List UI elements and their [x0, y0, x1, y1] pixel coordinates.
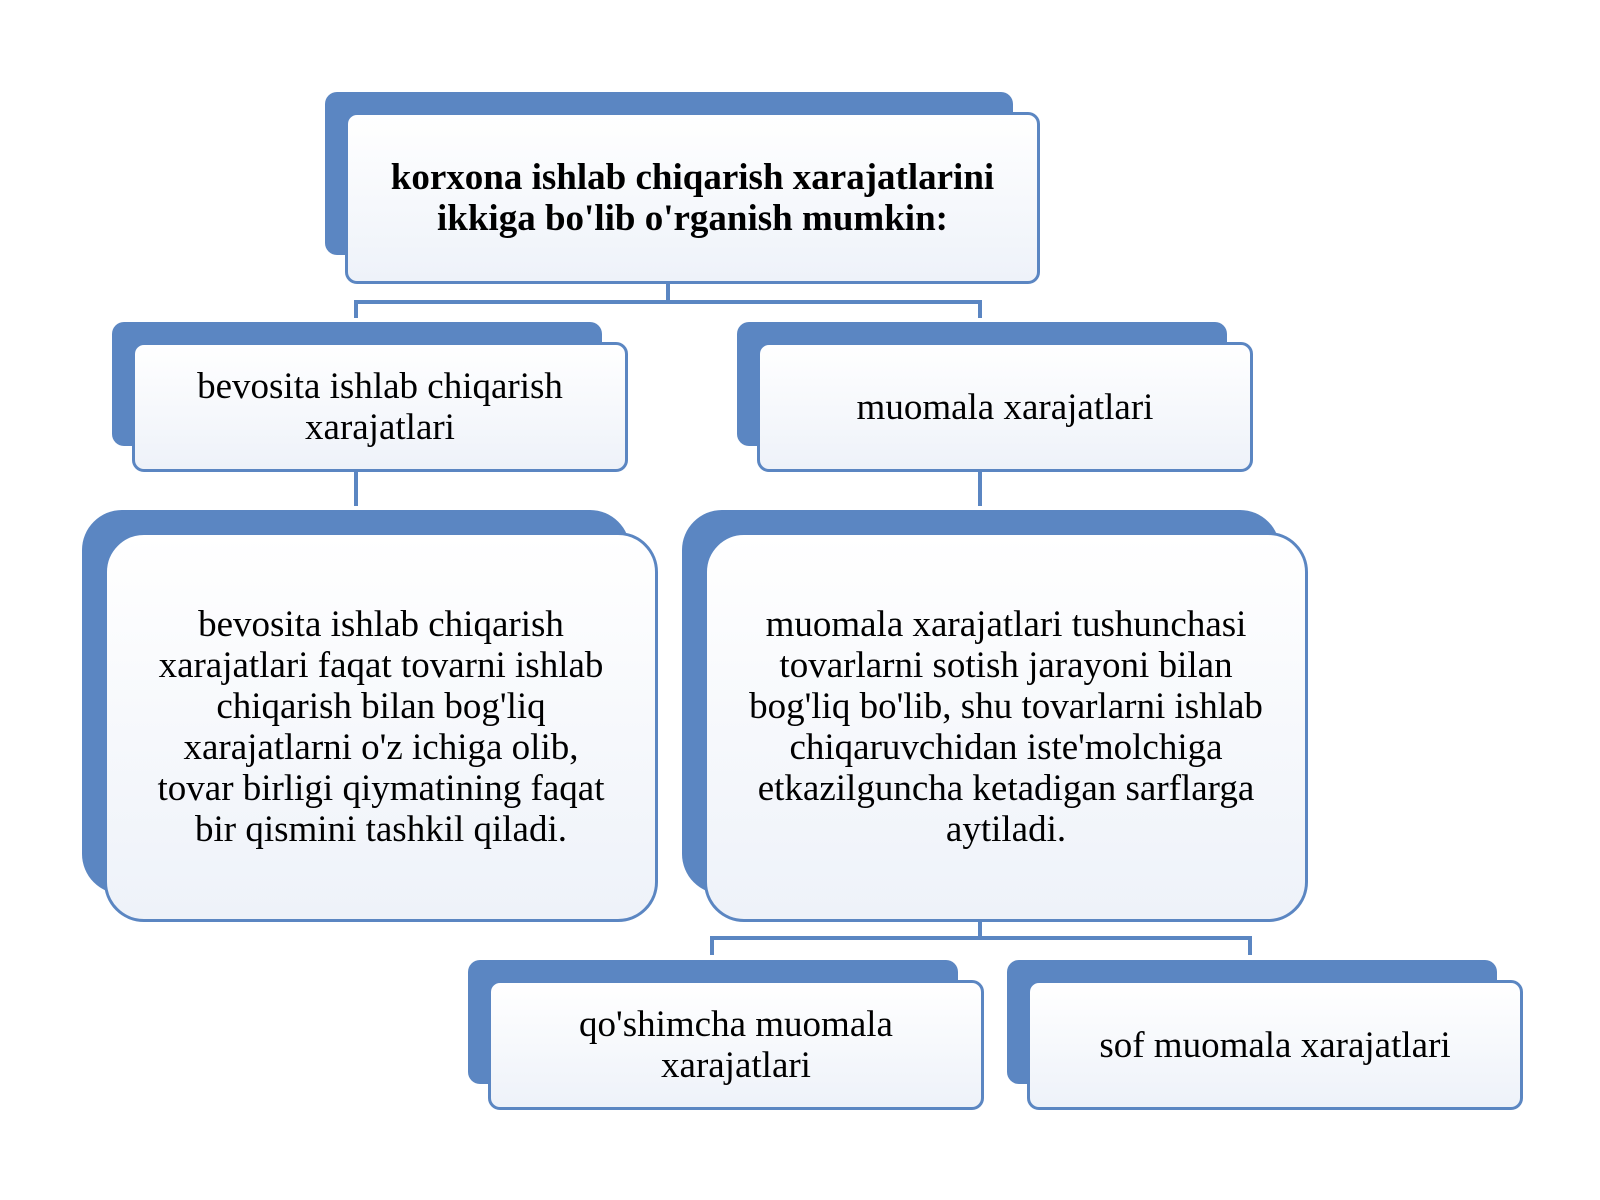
node-root-text: korxona ishlab chiqarish xarajatlarini ikkiga bo'lib o'rganish mumkin:: [390, 157, 995, 239]
node-circulation-costs-text: muomala xarajatlari: [856, 386, 1154, 428]
node-additional-circulation-costs-text: qo'shimcha muomala xarajatlari: [579, 1004, 893, 1086]
node-direct-costs-description: [82, 510, 658, 922]
node-circulation-costs-description: [682, 510, 1308, 922]
node-circulation-costs-box: [757, 342, 1253, 472]
node-net-circulation-costs: [1007, 960, 1523, 1110]
node-direct-costs-text: bevosita ishlab chiqarish xarajatlari: [197, 366, 563, 448]
node-net-circulation-costs-text: sof muomala xarajatlari: [1099, 1024, 1451, 1066]
connector-branch-mid: [356, 302, 980, 318]
node-net-circulation-costs-box: [1027, 980, 1523, 1110]
node-root: [325, 92, 1040, 284]
node-direct-costs-box: [132, 342, 628, 472]
node-additional-circulation-costs: [468, 960, 984, 1110]
node-additional-circulation-costs-box: [488, 980, 984, 1110]
node-direct-costs-description-text: bevosita ishlab chiqarish xarajatlari faqat tovarni ishlab chiqarish bilan bog'liq xarajatlarni o'z ichiga olib, tovar birligi qiymatining faqat bir qismini tashkil qiladi.: [157, 604, 605, 850]
node-direct-costs: [112, 322, 628, 472]
node-circulation-costs-description-text: muomala xarajatlari tushunchasi tovarlarni sotish jarayoni bilan bog'liq bo'lib, shu tovarlarni ishlab chiqaruvchidan iste'molchiga etkazilguncha ketadigan sarflarga aytiladi.: [749, 604, 1263, 850]
node-root-box: [345, 112, 1040, 284]
node-circulation-costs-description-box: [704, 532, 1308, 922]
node-circulation-costs: [737, 322, 1253, 472]
connector-branch-leaves: [712, 938, 1250, 955]
node-direct-costs-description-box: [104, 532, 658, 922]
